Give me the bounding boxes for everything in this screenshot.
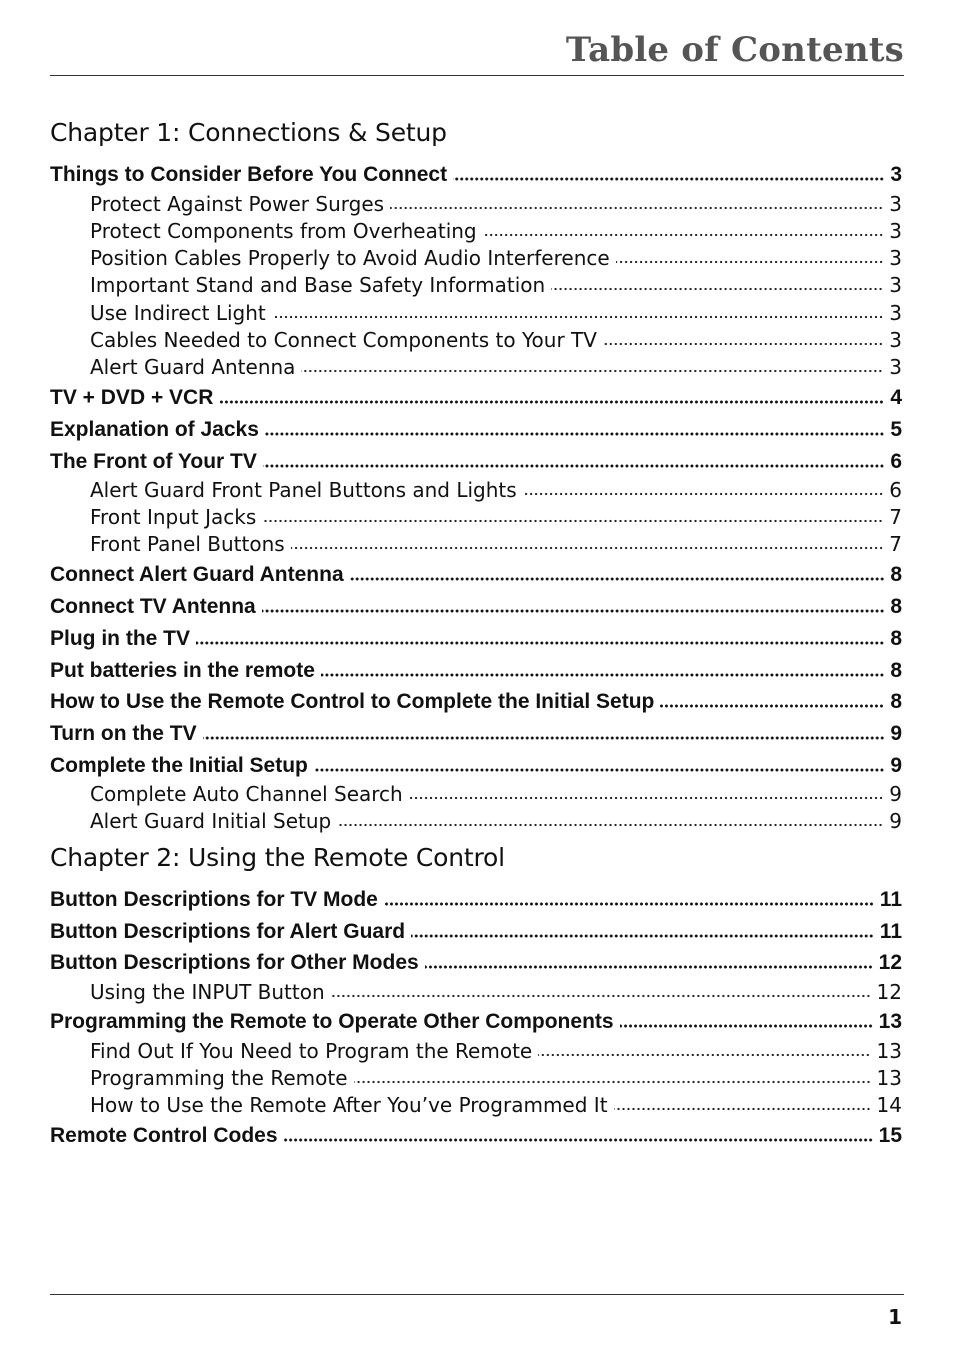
dot-leader <box>425 965 873 969</box>
toc-entry-label: Remote Control Codes <box>50 1124 278 1147</box>
toc-entry-label: Find Out If You Need to Program the Remote <box>90 1039 533 1063</box>
dot-leader <box>291 546 884 550</box>
toc-entry-label: Using the INPUT Button <box>90 980 325 1004</box>
toc-section-entry <box>50 722 902 746</box>
toc-entry-label: Connect Alert Guard Antenna <box>50 563 344 586</box>
dot-leader <box>538 1053 870 1057</box>
toc-entry-page: 3 <box>889 192 902 216</box>
toc-entry-label: Explanation of Jacks <box>50 418 259 441</box>
toc-section-entry <box>50 754 902 778</box>
toc-entry-page: 3 <box>889 273 902 297</box>
dot-leader <box>411 934 874 938</box>
toc-subsection-entry <box>50 980 902 1004</box>
toc-entry-page: 9 <box>890 754 902 777</box>
toc-subsection-entry <box>50 505 902 529</box>
toc-entry-page: 13 <box>876 1066 902 1090</box>
dot-leader <box>321 673 884 677</box>
toc-entry-page: 6 <box>890 450 902 473</box>
dot-leader <box>262 519 883 523</box>
toc-entry-label: Front Input Jacks <box>90 505 257 529</box>
toc-entry-label: Plug in the TV <box>50 627 190 650</box>
dot-leader <box>390 206 883 210</box>
toc-entry-page: 3 <box>889 219 902 243</box>
toc-section-entry <box>50 659 902 683</box>
dot-leader <box>616 260 884 264</box>
toc-entry-page: 7 <box>889 532 902 556</box>
toc-subsection-entry <box>50 478 902 502</box>
toc-entry-label: Cables Needed to Connect Components to Your TV <box>90 328 597 352</box>
dot-leader <box>203 736 885 740</box>
toc-subsection-entry <box>50 355 902 379</box>
toc-entry-page: 3 <box>889 301 902 325</box>
toc-entry-page: 3 <box>889 328 902 352</box>
toc-entry-page: 7 <box>889 505 902 529</box>
dot-leader <box>483 233 884 237</box>
toc-section-entry <box>50 920 902 944</box>
dot-leader <box>196 641 884 645</box>
toc-subsection-entry <box>50 273 902 297</box>
toc-subsection-entry <box>50 1093 902 1117</box>
toc-entry-label: Alert Guard Front Panel Buttons and Lights <box>90 478 517 502</box>
toc-entry-page: 9 <box>889 782 902 806</box>
toc-entry-page: 11 <box>879 920 902 943</box>
toc-entry-label: Complete Auto Channel Search <box>90 782 403 806</box>
toc-entry-page: 12 <box>876 980 902 1004</box>
dot-leader <box>219 400 884 404</box>
toc-entry-label: Important Stand and Base Safety Information <box>90 273 546 297</box>
footer-divider <box>50 1294 904 1295</box>
toc-entry-page: 13 <box>876 1039 902 1063</box>
dot-leader <box>453 177 884 181</box>
toc-entry-label: Complete the Initial Setup <box>50 754 308 777</box>
dot-leader <box>262 609 885 613</box>
toc-entry-label: Put batteries in the remote <box>50 659 315 682</box>
toc-entry-page: 3 <box>890 163 902 186</box>
dot-leader <box>614 1107 871 1111</box>
dot-leader <box>620 1024 873 1028</box>
toc-entry-page: 9 <box>890 722 902 745</box>
toc-entry-label: TV + DVD + VCR <box>50 386 214 409</box>
toc-entry-label: How to Use the Remote After You’ve Programmed It <box>90 1093 608 1117</box>
toc-entry-page: 8 <box>890 690 902 713</box>
toc-section-entry <box>50 595 902 619</box>
toc-section-entry <box>50 888 902 912</box>
toc-entry-page: 4 <box>890 386 902 409</box>
toc-entry-label: How to Use the Remote Control to Complete the Initial Setup <box>50 690 655 713</box>
toc-subsection-entry <box>50 328 902 352</box>
toc-entry-label: Front Panel Buttons <box>90 532 285 556</box>
chapter-heading: Chapter 1: Connections & Setup <box>50 118 447 147</box>
dot-leader <box>523 492 884 496</box>
toc-entry-label: Connect TV Antenna <box>50 595 256 618</box>
chapter-heading: Chapter 2: Using the Remote Control <box>50 843 505 872</box>
toc-entry-page: 3 <box>889 355 902 379</box>
toc-entry-page: 8 <box>890 563 902 586</box>
page-title: Table of Contents <box>565 30 904 70</box>
toc-section-entry <box>50 627 902 651</box>
toc-entry-page: 3 <box>889 246 902 270</box>
toc-subsection-entry <box>50 1039 902 1063</box>
dot-leader <box>660 704 884 708</box>
toc-section-entry <box>50 163 902 187</box>
toc-subsection-entry <box>50 782 902 806</box>
toc-subsection-entry <box>50 219 902 243</box>
toc-entry-page: 5 <box>890 418 902 441</box>
dot-leader <box>551 287 883 291</box>
toc-entry-page: 12 <box>878 951 902 974</box>
toc-section-entry <box>50 1124 902 1148</box>
page-number: 1 <box>888 1305 902 1329</box>
toc-subsection-entry <box>50 301 902 325</box>
toc-subsection-entry <box>50 246 902 270</box>
dot-leader <box>354 1080 871 1084</box>
dot-leader <box>301 369 883 373</box>
toc-entry-label: Turn on the TV <box>50 722 197 745</box>
toc-entry-page: 11 <box>879 888 902 911</box>
toc-entry-page: 8 <box>890 595 902 618</box>
toc-entry-page: 9 <box>889 809 902 833</box>
toc-entry-label: Alert Guard Antenna <box>90 355 296 379</box>
toc-entry-page: 13 <box>878 1010 902 1033</box>
toc-section-entry <box>50 386 902 410</box>
toc-subsection-entry <box>50 1066 902 1090</box>
dot-leader <box>314 768 884 772</box>
toc-subsection-entry <box>50 532 902 556</box>
toc-entry-label: Alert Guard Initial Setup <box>90 809 332 833</box>
toc-entry-label: Protect Against Power Surges <box>90 192 385 216</box>
toc-entry-page: 6 <box>889 478 902 502</box>
toc-entry-label: Things to Consider Before You Connect <box>50 163 448 186</box>
toc-section-entry <box>50 563 902 587</box>
toc-subsection-entry <box>50 192 902 216</box>
dot-leader <box>272 315 884 319</box>
toc-section-entry <box>50 951 902 975</box>
dot-leader <box>409 796 884 800</box>
dot-leader <box>331 994 871 998</box>
toc-entry-label: Position Cables Properly to Avoid Audio Interference <box>90 246 610 270</box>
dot-leader <box>384 902 874 906</box>
toc-subsection-entry <box>50 809 902 833</box>
dot-leader <box>337 823 883 827</box>
dot-leader <box>265 432 884 436</box>
toc-section-entry <box>50 1010 902 1034</box>
toc-entry-label: The Front of Your TV <box>50 450 257 473</box>
toc-entry-label: Button Descriptions for Other Modes <box>50 951 419 974</box>
dot-leader <box>350 577 885 581</box>
header-divider <box>50 75 904 76</box>
toc-section-entry <box>50 690 902 714</box>
toc-section-entry <box>50 418 902 442</box>
dot-leader <box>603 342 883 346</box>
dot-leader <box>284 1138 873 1142</box>
toc-entry-label: Programming the Remote to Operate Other Components <box>50 1010 614 1033</box>
toc-entry-label: Protect Components from Overheating <box>90 219 477 243</box>
toc-entry-page: 8 <box>890 627 902 650</box>
toc-entry-label: Button Descriptions for TV Mode <box>50 888 378 911</box>
toc-entry-label: Programming the Remote <box>90 1066 348 1090</box>
dot-leader <box>263 464 884 468</box>
toc-entry-page: 15 <box>878 1124 902 1147</box>
toc-entry-label: Button Descriptions for Alert Guard <box>50 920 406 943</box>
toc-entry-page: 14 <box>876 1093 902 1117</box>
toc-section-entry <box>50 450 902 474</box>
toc-entry-page: 8 <box>890 659 902 682</box>
toc-entry-label: Use Indirect Light <box>90 301 266 325</box>
